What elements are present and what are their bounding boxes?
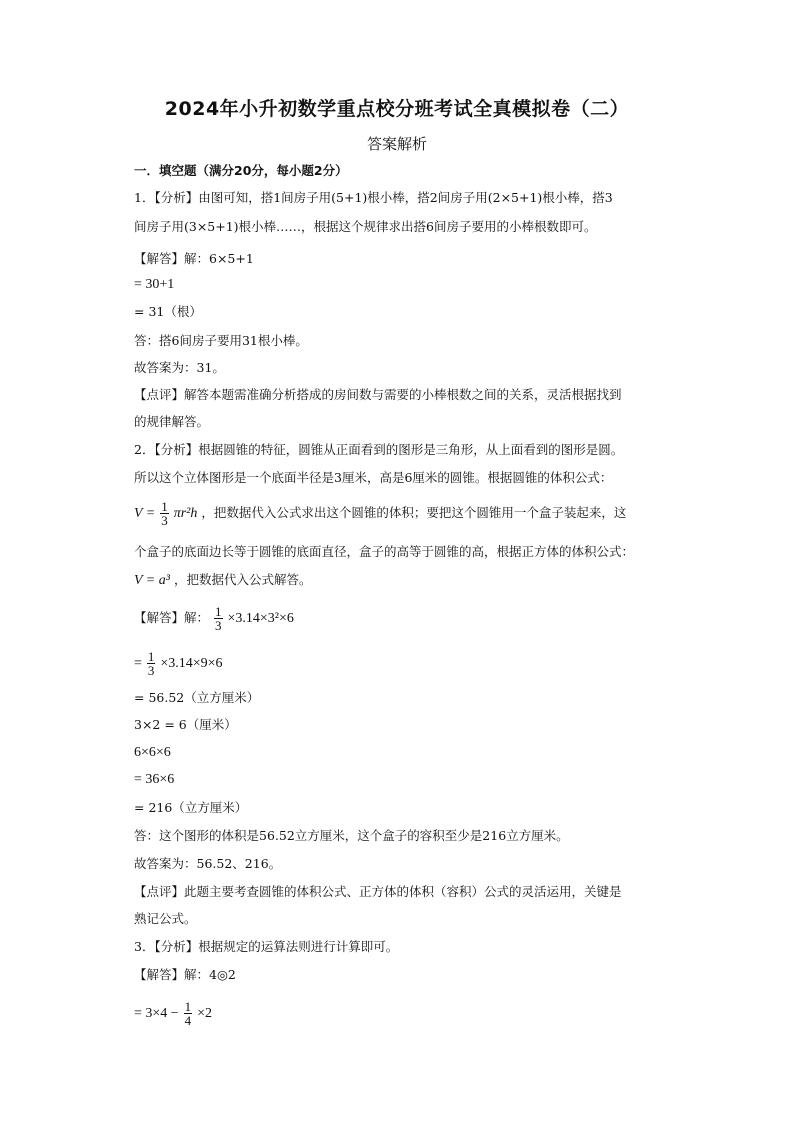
- q1-solution: 【解答】解：6×5+1: [134, 251, 254, 266]
- fraction-one-third: [214, 605, 223, 632]
- fraction-numerator: 1: [184, 999, 192, 1014]
- fraction-numerator: 1: [147, 649, 155, 664]
- fraction-denominator: 3: [215, 618, 222, 633]
- q1-step1: = 30+1: [134, 277, 175, 292]
- q3-step1: [134, 1000, 212, 1027]
- q2-analysis-line1: 2．【分析】根据圆锥的特征，圆锥从正面看到的图形是三角形，从上面看到的图形是圆。: [134, 442, 624, 457]
- q2-solution-label: 【解答】解：: [134, 610, 210, 625]
- fraction-numerator: 1: [161, 499, 168, 514]
- fraction-one-quarter: [184, 1000, 193, 1027]
- fraction-one-third: [160, 500, 169, 527]
- page-subtitle: 答案解析: [366, 135, 427, 153]
- q1-answer: 答：搭6间房子要用31根小棒。: [134, 333, 308, 348]
- q2-analysis-line2: 所以这个立体图形是一个底面半径是3厘米，高是6厘米的圆锥。根据圆锥的体积公式：: [134, 470, 613, 485]
- fraction-one-third: [147, 650, 156, 677]
- cube-volume-formula: V = a³: [134, 573, 170, 588]
- q1-analysis-line1: 1．【分析】由图可知，搭1间房子用(5+1)根小棒，搭2间房子用(2×5+1)根小棒，搭3: [134, 190, 613, 205]
- section-heading: 一．填空题（满分20分，每小题2分）: [134, 163, 348, 178]
- fraction-denominator: 3: [161, 513, 168, 528]
- q2-analysis-line5: [134, 572, 311, 589]
- q1-final: 故答案为：31。: [134, 360, 225, 375]
- cone-volume-formula: πr²h: [173, 506, 198, 521]
- q2-answer: 答：这个图形的体积是56.52立方厘米，这个盒子的容积至少是216立方厘米。: [134, 828, 569, 843]
- q2-final: 故答案为：56.52、216。: [134, 856, 282, 871]
- q2-step4: 6×6×6: [134, 745, 171, 760]
- equals-sign: =: [134, 656, 142, 671]
- q2-comment-line1: 【点评】此题主要考查圆锥的体积公式、正方体的体积（容积）公式的灵活运用，关键是: [134, 884, 622, 899]
- q2-step1: [134, 650, 223, 677]
- q1-step2: = 31（根）: [134, 304, 202, 319]
- q1-comment-line2: 的规律解答。: [134, 414, 210, 429]
- page-title: 2024年小升初数学重点校分班考试全真模拟卷（二）: [164, 98, 630, 120]
- fraction-numerator: 1: [215, 604, 222, 619]
- cone-volume-label: V =: [134, 506, 156, 521]
- q2-solution: [134, 605, 294, 632]
- q1-comment-line1: 【点评】解答本题需准确分析搭成的房间数与需要的小棒根数之间的关系，灵活根据找到: [134, 387, 622, 402]
- q2-analysis-line4: 个盒子的底面边长等于圆锥的底面直径，盒子的高等于圆锥的高，根据正方体的体积公式：: [134, 544, 635, 559]
- fraction-denominator: 4: [184, 1013, 192, 1028]
- q2-analysis-line5-rest: ，把数据代入公式解答。: [173, 572, 312, 587]
- q2-solution-expression: ×3.14×3²×6: [227, 611, 294, 626]
- q3-solution: 【解答】解：4◎2: [134, 967, 236, 982]
- q1-analysis-line2: 间房子用(3×5+1)根小棒……，根据这个规律求出搭6间房子要用的小棒根数即可。: [134, 219, 597, 234]
- fraction-denominator: 3: [147, 663, 155, 678]
- q2-comment-line2: 熟记公式。: [134, 911, 197, 926]
- q2-analysis-line3-rest: ，把数据代入公式求出这个圆锥的体积；要把这个圆锥用一个盒子装起来，这: [201, 505, 627, 520]
- q3-step1-rest: ×2: [197, 1006, 213, 1021]
- q3-analysis-line1: 3．【分析】根据规定的运算法则进行计算即可。: [134, 939, 399, 954]
- q2-step2: = 56.52（立方厘米）: [134, 690, 260, 705]
- q2-analysis-line3: [134, 500, 626, 527]
- q2-step5: = 36×6: [134, 772, 175, 787]
- q2-step1-expression: ×3.14×9×6: [160, 656, 223, 671]
- q2-step6: = 216（立方厘米）: [134, 800, 248, 815]
- q3-step1-prefix: = 3×4 −: [134, 1006, 179, 1021]
- q2-step3: 3×2 = 6（厘米）: [134, 717, 237, 732]
